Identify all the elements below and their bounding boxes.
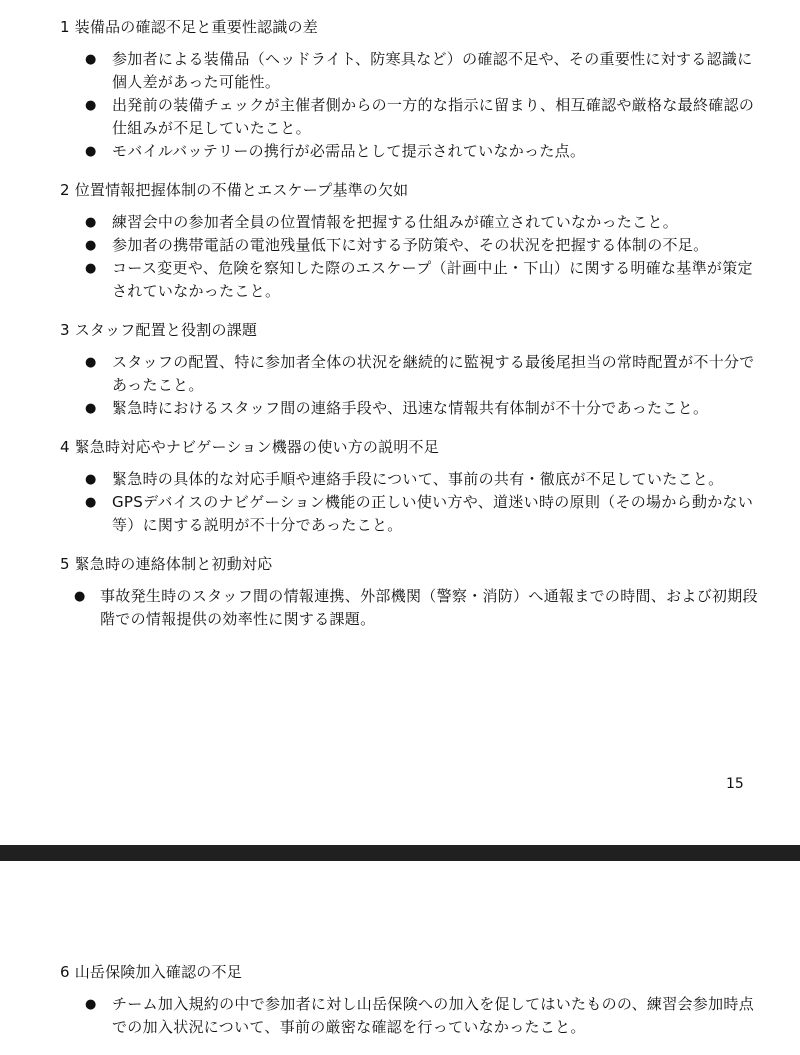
bullet-icon: ● [85, 401, 97, 416]
list-item [60, 140, 760, 163]
list-item [60, 234, 760, 257]
list-item-text: 出発前の装備チェックが主催者側からの一方的な指示に留まり、相互確認や厳格な最終確認の仕組みが不足していたこと。 [112, 96, 755, 137]
bullet-icon: ● [85, 52, 97, 67]
list-item-text: モバイルバッテリーの携行が必需品として提示されていなかった点。 [112, 142, 586, 160]
section-heading: 1 装備品の確認不足と重要性認識の差 [60, 18, 318, 36]
bullet-list [60, 585, 760, 631]
list-item-text: 事故発生時のスタッフ間の情報連携、外部機関（警察・消防）へ通報までの時間、および初期段階での情報提供の効率性に関する課題。 [100, 587, 758, 628]
section-heading: 6 山岳保険加入確認の不足 [60, 963, 242, 981]
page-content [60, 961, 760, 1055]
list-item-text: スタッフの配置、特に参加者全体の状況を継続的に監視する最後尾担当の常時配置が不十分であったこと。 [112, 353, 755, 394]
list-item [60, 48, 760, 94]
page-break-divider [0, 845, 800, 861]
page-number: 15 [726, 776, 744, 792]
list-item-text: 緊急時におけるスタッフ間の連絡手段や、迅速な情報共有体制が不十分であったこと。 [112, 399, 709, 417]
bullet-icon: ● [85, 98, 97, 113]
list-item [60, 585, 760, 631]
list-item [60, 993, 760, 1039]
list-item-text: 参加者による装備品（ヘッドライト、防寒具など）の確認不足や、その重要性に対する認識に個人差があった可能性。 [112, 50, 753, 91]
bullet-list [60, 993, 760, 1039]
bullet-icon: ● [85, 238, 97, 253]
bullet-icon: ● [85, 144, 97, 159]
section-heading: 4 緊急時対応やナビゲーション機器の使い方の説明不足 [60, 438, 439, 456]
list-item [60, 491, 760, 537]
list-item-text: コース変更や、危険を察知した際のエスケープ（計画中止・下山）に関する明確な基準が策定されていなかったこと。 [112, 259, 753, 300]
bullet-icon: ● [85, 495, 97, 510]
list-item [60, 94, 760, 140]
bullet-icon: ● [85, 261, 97, 276]
list-item-text: 練習会中の参加者全員の位置情報を把握する仕組みが確立されていなかったこと。 [112, 213, 679, 231]
list-item [60, 468, 760, 491]
page-content [60, 16, 760, 647]
bullet-list [60, 468, 760, 537]
list-item [60, 211, 760, 234]
section-heading: 3 スタッフ配置と役割の課題 [60, 321, 258, 339]
list-item [60, 351, 760, 397]
section-heading: 2 位置情報把握体制の不備とエスケープ基準の欠如 [60, 181, 409, 199]
section-heading: 5 緊急時の連絡体制と初動対応 [60, 555, 273, 573]
bullet-list [60, 211, 760, 303]
list-item-text: GPSデバイスのナビゲーション機能の正しい使い方や、道迷い時の原則（その場から動かない等）に関する説明が不十分であったこと。 [112, 493, 754, 534]
list-item-text: 参加者の携帯電話の電池残量低下に対する予防策や、その状況を把握する体制の不足。 [112, 236, 709, 254]
document-page-16 [0, 861, 800, 1051]
list-item-text: チーム加入規約の中で参加者に対し山岳保険への加入を促してはいたものの、練習会参加時点での加入状況について、事前の厳密な確認を行っていなかったこと。 [112, 995, 755, 1036]
list-item-text: 緊急時の具体的な対応手順や連絡手段について、事前の共有・徹底が不足していたこと。 [112, 470, 724, 488]
bullet-icon: ● [85, 355, 97, 370]
list-item [60, 257, 760, 303]
bullet-icon: ● [74, 589, 86, 604]
bullet-icon: ● [85, 472, 97, 487]
bullet-icon: ● [85, 215, 97, 230]
bullet-list [60, 351, 760, 420]
list-item [60, 397, 760, 420]
bullet-list [60, 48, 760, 163]
bullet-icon: ● [85, 997, 97, 1012]
